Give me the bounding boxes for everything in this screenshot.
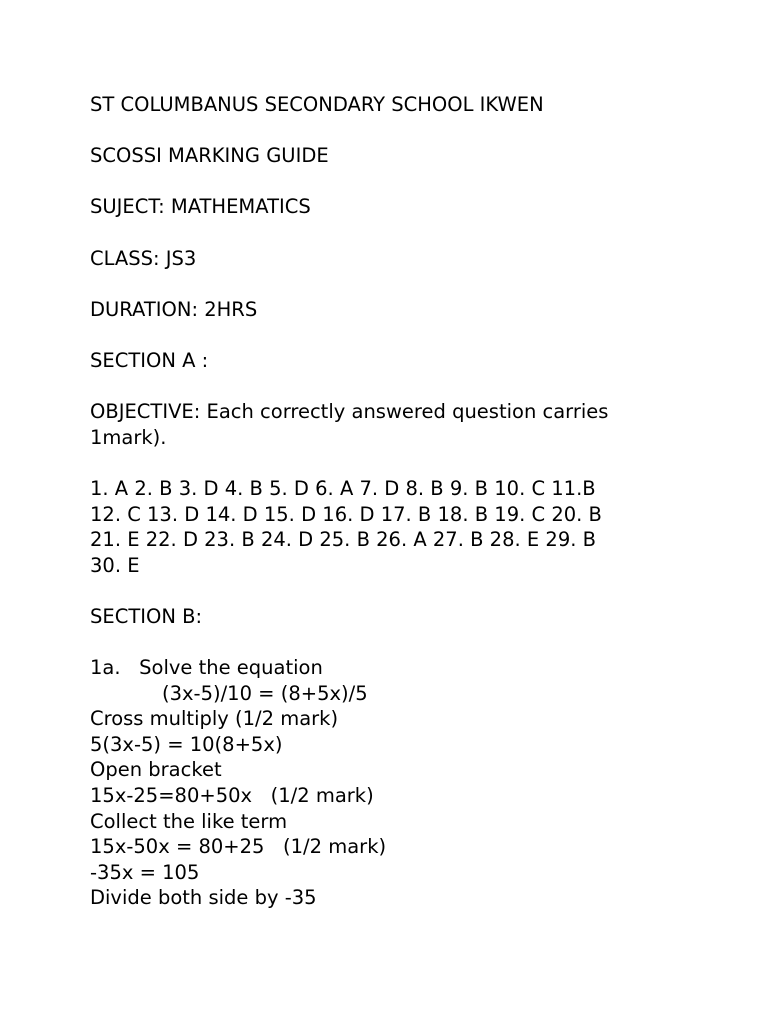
equation: (3x-5)/10 = (8+5x)/5	[162, 681, 368, 705]
solution-step: Collect the like term	[90, 809, 288, 833]
section-b-title: SECTION B:	[90, 604, 203, 628]
solution-step: 5(3x-5) = 10(8+5x)	[90, 732, 283, 756]
question-1a-heading: 1a. Solve the equation	[90, 656, 323, 680]
spacer	[90, 271, 690, 297]
solution-step: -35x = 105	[90, 860, 200, 884]
spacer	[90, 450, 690, 476]
solution-step: Cross multiply (1/2 mark)	[90, 707, 339, 731]
spacer	[90, 629, 690, 655]
spacer	[90, 374, 690, 400]
spacer	[90, 322, 690, 348]
section-a-title: SECTION A :	[90, 348, 209, 372]
guide-title: SCOSSI MARKING GUIDE	[90, 144, 329, 168]
spacer	[90, 578, 690, 604]
marking-guide-document	[90, 92, 690, 911]
objective-instruction: OBJECTIVE: Each correctly answered question carries	[90, 400, 609, 424]
spacer	[90, 169, 690, 195]
answers-line: 21. E 22. D 23. B 24. D 25. B 26. A 27. B 28. E 29. B	[90, 528, 597, 552]
spacer	[90, 118, 690, 144]
answers-line: 12. C 13. D 14. D 15. D 16. D 17. B 18. B 19. C 20. B	[90, 502, 602, 526]
solution-step: Open bracket	[90, 758, 222, 782]
solution-step: Divide both side by -35	[90, 886, 317, 910]
solution-step: 15x-50x = 80+25 (1/2 mark)	[90, 835, 387, 859]
duration-line: DURATION: 2HRS	[90, 297, 258, 321]
answers-line: 1. A 2. B 3. D 4. B 5. D 6. A 7. D 8. B 9. B 10. C 11.B	[90, 476, 596, 500]
school-name: ST COLUMBANUS SECONDARY SCHOOL IKWEN	[90, 93, 544, 116]
solution-step: 15x-25=80+50x (1/2 mark)	[90, 784, 374, 808]
spacer	[90, 220, 690, 246]
class-line: CLASS: JS3	[90, 246, 197, 270]
answers-line: 30. E	[90, 553, 140, 577]
subject-line: SUJECT: MATHEMATICS	[90, 195, 311, 219]
objective-instruction-cont: 1mark).	[90, 425, 167, 449]
